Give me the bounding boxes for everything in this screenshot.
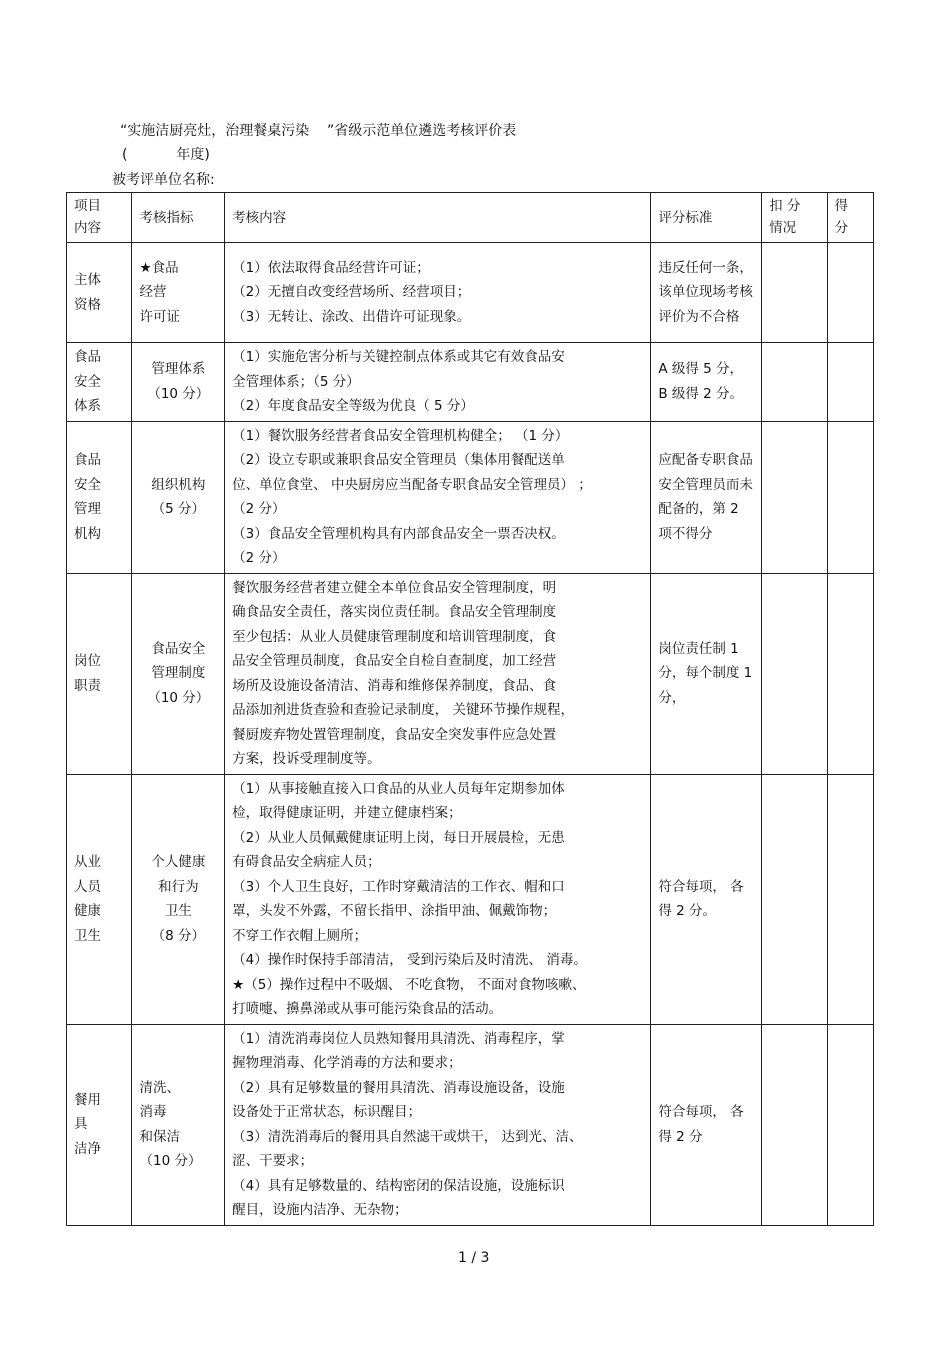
table-row <box>67 573 874 774</box>
row-score <box>827 421 873 573</box>
row-deduction <box>762 774 827 1024</box>
row-criteria: 违反任何一条，该单位现场考核评价为不合格 <box>651 243 762 343</box>
row-criteria: A 级得 5 分， B 级得 2 分。 <box>651 343 762 422</box>
form-title: “实施洁厨亮灶，治理餐桌污染 ”省级示范单位遴选考核评价表 <box>120 123 517 139</box>
row-indicator: 管理体系 （10 分） <box>132 343 225 422</box>
header-indicator: 考核指标 <box>132 193 225 243</box>
year-line: ( 年度) <box>122 147 210 163</box>
row-project: 从业 人员 健康 卫生 <box>67 774 132 1024</box>
row-indicator: 个人健康 和行为 卫生 （8 分） <box>132 774 225 1024</box>
row-indicator: ★食品 经营 许可证 <box>132 243 225 343</box>
row-score <box>827 573 873 774</box>
table-row <box>67 1024 874 1225</box>
row-project: 主体 资格 <box>67 243 132 343</box>
row-indicator: 组织机构 （5 分） <box>132 421 225 573</box>
header-content: 考核内容 <box>225 193 651 243</box>
table-row <box>67 243 874 343</box>
row-criteria: 应配备专职食品安全管理员而未配备的，第 2 项不得分 <box>651 421 762 573</box>
evaluation-table <box>66 192 874 1226</box>
row-deduction <box>762 343 827 422</box>
page-number: 1 / 3 <box>458 1250 490 1266</box>
header-score: 得 分 <box>827 193 873 243</box>
row-content: （1）餐饮服务经营者食品安全管理机构健全； （1 分） （2）设立专职或兼职食品安全管理员（集体用餐配送单 位、单位食堂、 中央厨房应当配备专职食品安全管理员） ； （2 分） （3）食品安全管理机构具有内部食品安全一票否决权。 （2 分） <box>225 421 651 573</box>
row-score <box>827 1024 873 1225</box>
header-criteria: 评分标准 <box>651 193 762 243</box>
row-criteria: 岗位责任制 1 分，每个制度 1 分， <box>651 573 762 774</box>
row-criteria: 符合每项， 各得 2 分 <box>651 1024 762 1225</box>
row-project: 食品 安全 体系 <box>67 343 132 422</box>
row-content: 餐饮服务经营者建立健全本单位食品安全管理制度，明 确食品安全责任，落实岗位责任制。食品安全管理制度 至少包括：从业人员健康管理制度和培训管理制度，食 品安全管理员制度，食品安全自检自查制度，加工经营 场所及设施设备清洁、消毒和维修保养制度，食品、食 品添加剂进货查验和查验记录制度， 关键环节操作规程， 餐厨废弃物处置管理制度，食品安全突发事件应急处置 方案，投诉受理制度等。 <box>225 573 651 774</box>
table-row <box>67 343 874 422</box>
row-project: 食品 安全 管理 机构 <box>67 421 132 573</box>
row-indicator: 食品安全 管理制度 （10 分） <box>132 573 225 774</box>
row-deduction <box>762 243 827 343</box>
header-deduction: 扣 分 情况 <box>762 193 827 243</box>
row-deduction <box>762 1024 827 1225</box>
row-content: （1）清洗消毒岗位人员熟知餐用具清洗、消毒程序，掌 握物理消毒、化学消毒的方法和要求； （2）具有足够数量的餐用具清洗、消毒设施设备，设施 设备处于正常状态，标识醒目； （3）清洗消毒后的餐用具自然滤干或烘干， 达到光、洁、 涩、干要求； （4）具有足够数量的、结构密闭的保洁设施，设施标识 醒目，设施内洁净、无杂物； <box>225 1024 651 1225</box>
row-deduction <box>762 421 827 573</box>
row-content: （1）实施危害分析与关键控制点体系或其它有效食品安 全管理体系；（5 分） （2）年度食品安全等级为优良（ 5 分） <box>225 343 651 422</box>
row-score <box>827 343 873 422</box>
header-project: 项目 内容 <box>67 193 132 243</box>
row-deduction <box>762 573 827 774</box>
row-content: （1）依法取得食品经营许可证； （2）无擅自改变经营场所、经营项目； （3）无转让、涂改、出借许可证现象。 <box>225 243 651 343</box>
row-content: （1）从事接触直接入口食品的从业人员每年定期参加体 检，取得健康证明，并建立健康档案； （2）从业人员佩戴健康证明上岗，每日开展晨检，无患 有碍食品安全病症人员； （3）个人卫生良好，工作时穿戴清洁的工作衣、帽和口 罩，头发不外露，不留长指甲、涂指甲油、佩戴饰物； 不穿工作衣帽上厕所； （4）操作时保持手部清洁， 受到污染后及时清洗、 消毒。 ★（5）操作过程中不吸烟、 不吃食物， 不面对食物咳嗽、 打喷嚏、擤鼻涕或从事可能污染食品的活动。 <box>225 774 651 1024</box>
row-criteria: 符合每项， 各得 2 分。 <box>651 774 762 1024</box>
row-project: 岗位 职责 <box>67 573 132 774</box>
table-row <box>67 774 874 1024</box>
row-indicator: 清洗、 消毒 和保洁 （10 分） <box>132 1024 225 1225</box>
row-score <box>827 243 873 343</box>
row-score <box>827 774 873 1024</box>
evaluated-unit-label: 被考评单位名称: <box>112 172 215 188</box>
row-project: 餐用 具 洁净 <box>67 1024 132 1225</box>
table-row <box>67 421 874 573</box>
